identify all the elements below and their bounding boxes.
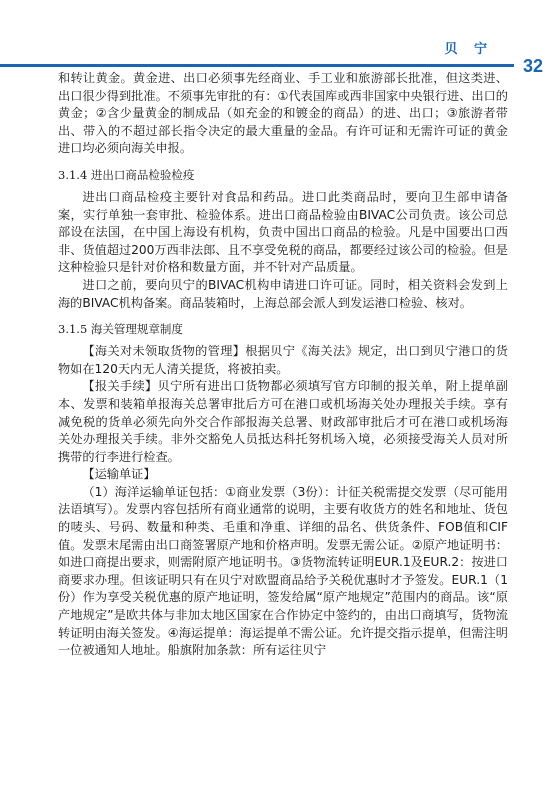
paragraph-sea-transport: （1）海洋运输单证包括：①商业发票（3份）：计征关税需提交发票（尽可能用法语填写）。发票内容包括所有商业通常的说明，主要有收货方的姓名和地址、货包的唛头、号码、数量和种类、毛重和净重、详细的品名、供货条件、FOB值和CIF值。发票末尾需由出口商签署原产地和价格声明。发票无需公证。②原产地证明书：如进口商提出要求，则需附原产地证明书。③货物流转证明EUR.1及EUR.2：按进口商要求办理。但该证明只有在贝宁对欧盟商品给予关税优惠时才予签发。EUR.1（1份）作为享受关税优惠的原产地证明，签发给属“原产地规定”范围内的商品。该“原产地规定”是欧共体与非加太地区国家在合作协定中签约的，由出口商填写，货物流转证明由海关签发。④海运提单：海运提单不需公证。允许提交指示提单，但需注明一位被通知人地址。船旗附加条款：所有运往贝宁 <box>58 484 508 658</box>
paragraph-gold-trade: 和转让黄金。黄金进、出口必须事先经商业、手工业和旅游部长批准，但这类进、出口很少得到批准。不须事先审批的有：①代表国库或西非国家中央银行进、出口的黄金；②含少量黄金的制成品（如充金的和镀金的商品）的进、出口；③旅游者带出、带入的不超过部长指令决定的最大重量的金品。有许可证和无需许可证的黄金进口均必须向海关申报。 <box>58 71 508 156</box>
section-heading-inspection: 3.1.4 进出口商品检验检疫 <box>58 167 195 182</box>
page-number: 32 <box>522 56 543 76</box>
paragraph-import-license: 进口之前，要向贝宁的BIVAC机构申请进口许可证。同时，相关资料会发到上海的BIVAC机构备案。商品装箱时，上海总部会派人到发运港口检验、核对。 <box>58 277 508 310</box>
paragraph-unclaimed-goods: 【海关对未领取货物的管理】根据贝宁《海关法》规定，出口到贝宁港口的货物如在120天内无人清关提货，将被拍卖。 <box>58 344 508 376</box>
running-header-title: 贝 宁 <box>444 42 493 57</box>
paragraph-declaration: 【报关手续】贝宁所有进出口货物都必须填写官方印制的报关单，附上提单副本、发票和装箱单报海关总署审批后方可在港口或机场海关处办理报关手续。享有减免税的货单必须先向外交合作部报海关总署、财政部审批后才可在港口或机场海关处办理报关手续。非外交豁免人员抵达科托努机场入境，必须接受海关人员对所携带的行李进行检查。 <box>58 379 508 464</box>
paragraph-inspection: 进出口商品检疫主要针对食品和药品。进口此类商品时，要向卫生部申请备案，实行单独一套审批、检验体系。进出口商品检验由BIVAC公司负责。该公司总部设在法国，在中国上海设有机构，负责中国出口商品的检验。凡是中国要出口西非、货值超过200万西非法郎、且不享受免税的商品，都要经过该公司的检验。但是这种检验只是针对价格和数量方面，并不针对产品质量。 <box>58 189 508 275</box>
section-heading-customs: 3.1.5 海关管理规章制度 <box>58 322 183 337</box>
page-body <box>58 70 508 660</box>
header-rule <box>0 64 514 67</box>
paragraph-transport-docs-heading: 【运输单证】 <box>82 467 156 482</box>
